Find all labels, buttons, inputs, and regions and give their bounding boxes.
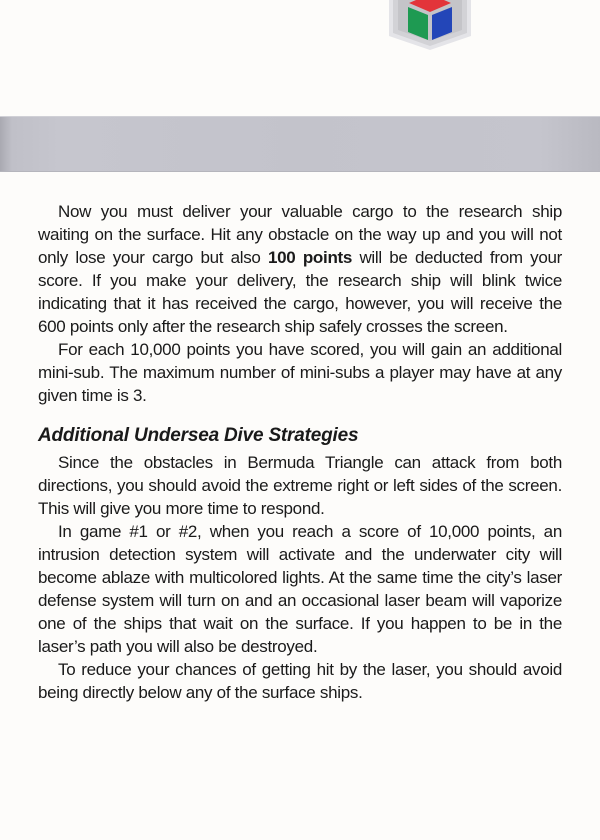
rgb-cube-icon (389, 0, 471, 50)
header-band (0, 116, 600, 172)
strategy-paragraph-2: In game #1 or #2, when you reach a score of 10,000 points, an intrusion detection system will activate and the underwater city will become ablaze with multicolored lights. At the same time the city’s laser defense system will turn on and an occasional laser beam will vaporize one of the ships that wait on the surface. If you happen to be in the laser’s path you will also be destroyed. (38, 522, 562, 656)
strategy-paragraph-1: Since the obstacles in Bermuda Triangle can attack from both directions, you should avoid the extreme right or left sides of the screen. This will give you more time to respond. (38, 453, 562, 518)
penalty-points: 100 points (267, 248, 353, 267)
section-heading: Additional Undersea Dive Strategies (38, 425, 359, 446)
manual-page-content (38, 200, 562, 704)
cargo-delivery-paragraph: Now you must deliver your valuable cargo to the research ship waiting on the surface. Hit any obstacle on the way up and you will not only lose your cargo but also 100 points will be deducted from your score. If you make your delivery, the research ship will blink twice indicating that it has received the cargo, however, you will receive the 600 points only after the research ship safely crosses the screen. (38, 202, 562, 336)
mini-sub-paragraph: For each 10,000 points you have scored, you will gain an additional mini-sub. The maximum number of mini-subs a player may have at any given time is 3. (38, 340, 562, 405)
rgb-cube-logo (389, 0, 471, 50)
strategy-paragraph-3: To reduce your chances of getting hit by the laser, you should avoid being directly below any of the surface ships. (38, 660, 562, 702)
